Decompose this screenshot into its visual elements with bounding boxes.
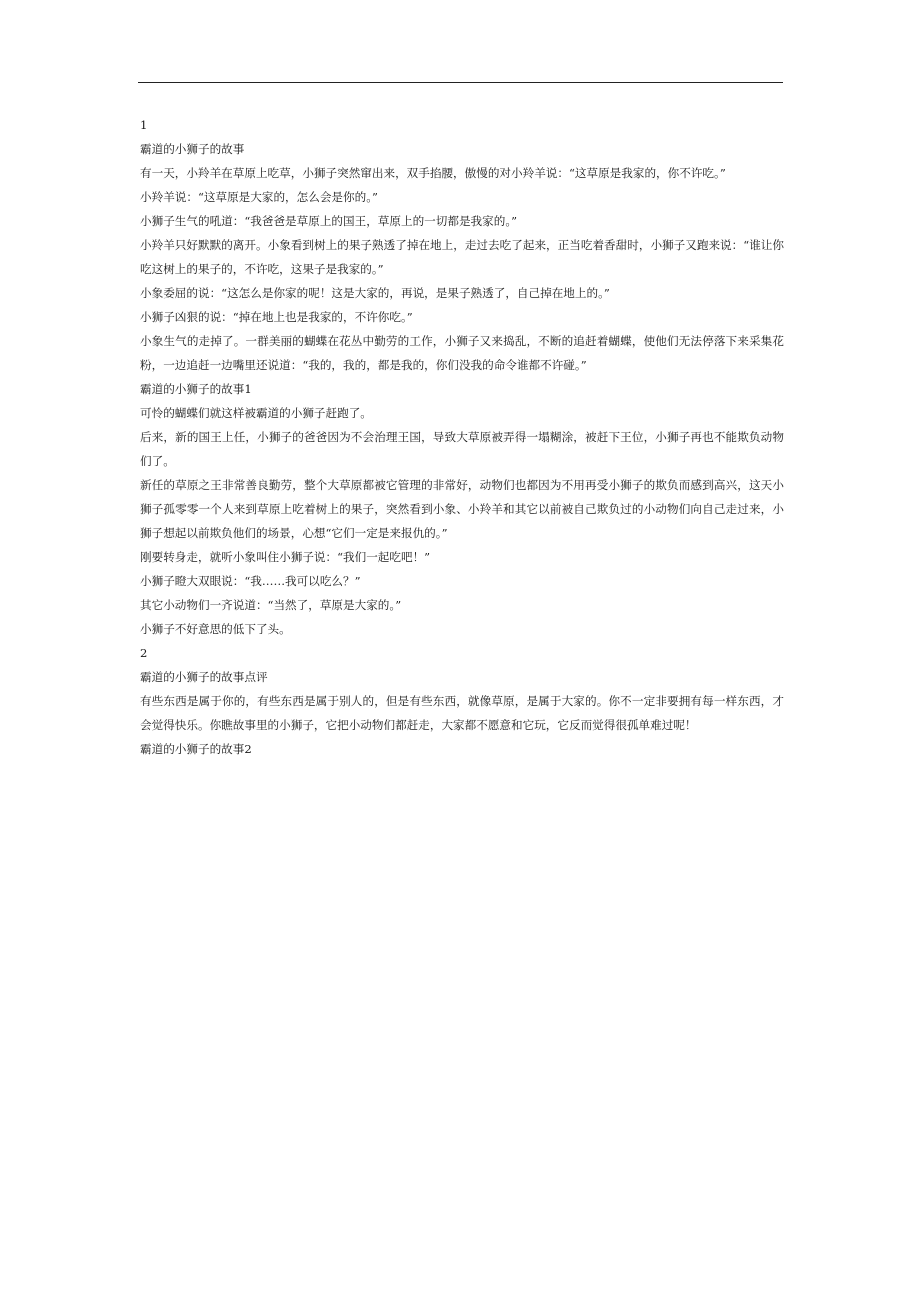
story-title: 霸道的小狮子的故事2 [140,742,252,756]
paragraph: 后来，新的国王上任，小狮子的爸爸因为不会治理王国，导致大草原被弄得一塌糊涂，被赶下王位，小狮子再也不能欺负动物们了。 [140,430,784,468]
paragraph: 有一天，小羚羊在草原上吃草，小狮子突然窜出来，双手掐腰，傲慢的对小羚羊说：“这草原是我家的，你不许吃。” [140,166,726,180]
paragraph: 小羚羊说：“这草原是大家的，怎么会是你的。” [140,190,378,204]
section-number: 1 [140,118,148,132]
document-body [140,113,784,761]
paragraph: 小狮子瞪大双眼说：“我……我可以吃么？” [140,574,361,588]
paragraph: 小羚羊只好默默的离开。小象看到树上的果子熟透了掉在地上，走过去吃了起来，正当吃着香甜时，小狮子又跑来说：“谁让你吃这树上的果子的，不许吃，这果子是我家的。” [140,238,784,276]
paragraph: 小狮子凶狠的说：“掉在地上也是我家的，不许你吃。” [140,310,413,324]
story-title: 霸道的小狮子的故事1 [140,382,252,396]
story-title: 霸道的小狮子的故事点评 [140,670,268,684]
section-number: 2 [140,646,148,660]
paragraph: 可怜的蝴蝶们就这样被霸道的小狮子赶跑了。 [140,406,372,420]
header-rule [138,82,783,83]
paragraph: 新任的草原之王非常善良勤劳，整个大草原都被它管理的非常好，动物们也都因为不用再受小狮子的欺负而感到高兴，这天小狮子孤零零一个人来到草原上吃着树上的果子，突然看到小象、小羚羊和其它以前被自己欺负过的小动物们向自己走过来，小狮子想起以前欺负他们的场景，心想“它们一定是来报仇的。” [140,478,784,540]
story-title: 霸道的小狮子的故事 [140,142,245,156]
paragraph: 刚要转身走，就听小象叫住小狮子说：“我们一起吃吧！” [140,550,431,564]
paragraph: 小狮子生气的吼道：“我爸爸是草原上的国王，草原上的一切都是我家的。” [140,214,518,228]
paragraph: 小象生气的走掉了。一群美丽的蝴蝶在花丛中勤劳的工作，小狮子又来捣乱，不断的追赶着蝴蝶，使他们无法停落下来采集花粉，一边追赶一边嘴里还说道：“我的，我的，都是我的，你们没我的命令谁都不许碰。” [140,334,784,372]
paragraph: 有些东西是属于你的，有些东西是属于别人的，但是有些东西，就像草原，是属于大家的。你不一定非要拥有每一样东西，才会觉得快乐。你瞧故事里的小狮子，它把小动物们都赶走，大家都不愿意和它玩，它反而觉得很孤单难过呢！ [140,694,784,732]
paragraph: 其它小动物们一齐说道：“当然了，草原是大家的。” [140,598,402,612]
paragraph: 小象委屈的说：“这怎么是你家的呢！这是大家的，再说，是果子熟透了，自己掉在地上的。” [140,286,610,300]
paragraph: 小狮子不好意思的低下了头。 [140,622,291,636]
